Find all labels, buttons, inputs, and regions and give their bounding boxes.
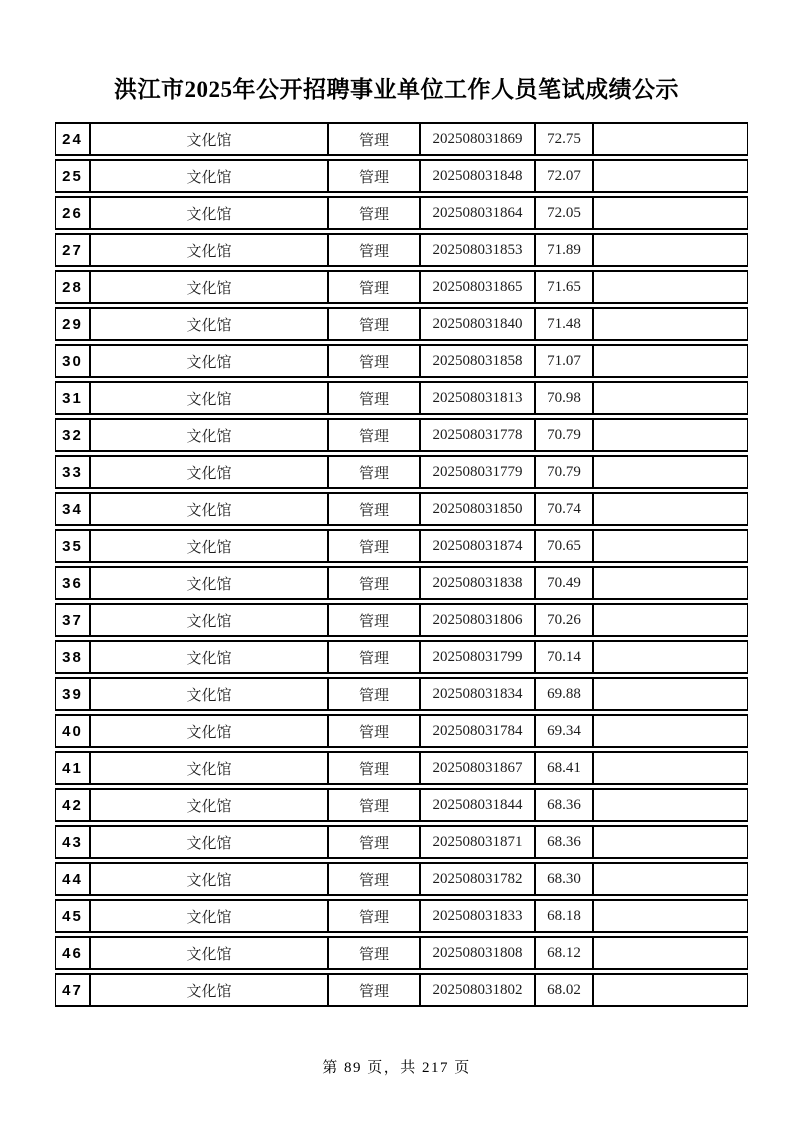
row-number-cell: 24 [55,122,90,156]
exam-number-cell: 202508031871 [420,825,535,859]
unit-cell: 文化馆 [90,196,328,230]
exam-number-cell: 202508031858 [420,344,535,378]
exam-number-cell: 202508031778 [420,418,535,452]
unit-cell: 文化馆 [90,936,328,970]
row-number-cell: 46 [55,936,90,970]
unit-cell: 文化馆 [90,825,328,859]
score-cell: 68.36 [535,788,593,822]
score-cell: 70.14 [535,640,593,674]
row-number-cell: 44 [55,862,90,896]
note-cell [593,344,748,378]
unit-cell: 文化馆 [90,492,328,526]
row-number-cell: 36 [55,566,90,600]
category-cell: 管理 [328,122,420,156]
score-cell: 68.02 [535,973,593,1007]
note-cell [593,529,748,563]
table-row [55,455,748,489]
table-row [55,566,748,600]
score-cell: 71.89 [535,233,593,267]
table-row [55,973,748,1007]
row-number-cell: 30 [55,344,90,378]
note-cell [593,307,748,341]
score-cell: 69.34 [535,714,593,748]
exam-number-cell: 202508031833 [420,899,535,933]
row-number-cell: 26 [55,196,90,230]
row-number-cell: 45 [55,899,90,933]
exam-number-cell: 202508031799 [420,640,535,674]
score-cell: 69.88 [535,677,593,711]
category-cell: 管理 [328,788,420,822]
row-number-cell: 40 [55,714,90,748]
exam-number-cell: 202508031802 [420,973,535,1007]
table-row [55,751,748,785]
score-cell: 70.49 [535,566,593,600]
row-number-cell: 38 [55,640,90,674]
table-row [55,862,748,896]
row-number-cell: 29 [55,307,90,341]
row-number-cell: 32 [55,418,90,452]
category-cell: 管理 [328,492,420,526]
row-number-cell: 25 [55,159,90,193]
note-cell [593,196,748,230]
score-cell: 68.12 [535,936,593,970]
unit-cell: 文化馆 [90,973,328,1007]
page-number-footer: 第 89 页，共 217 页 [322,1060,471,1076]
exam-number-cell: 202508031848 [420,159,535,193]
table-row [55,529,748,563]
note-cell [593,751,748,785]
category-cell: 管理 [328,899,420,933]
unit-cell: 文化馆 [90,529,328,563]
category-cell: 管理 [328,640,420,674]
table-row [55,640,748,674]
category-cell: 管理 [328,973,420,1007]
score-cell: 70.79 [535,455,593,489]
category-cell: 管理 [328,566,420,600]
note-cell [593,825,748,859]
exam-number-cell: 202508031865 [420,270,535,304]
score-cell: 70.74 [535,492,593,526]
unit-cell: 文化馆 [90,418,328,452]
row-number-cell: 27 [55,233,90,267]
table-row [55,196,748,230]
score-cell: 72.07 [535,159,593,193]
score-table-body [55,122,748,1007]
row-number-cell: 37 [55,603,90,637]
exam-number-cell: 202508031864 [420,196,535,230]
category-cell: 管理 [328,862,420,896]
unit-cell: 文化馆 [90,455,328,489]
unit-cell: 文化馆 [90,307,328,341]
table-row [55,233,748,267]
table-row [55,788,748,822]
table-row [55,825,748,859]
score-cell: 71.48 [535,307,593,341]
note-cell [593,270,748,304]
note-cell [593,640,748,674]
table-row [55,307,748,341]
unit-cell: 文化馆 [90,233,328,267]
unit-cell: 文化馆 [90,677,328,711]
note-cell [593,492,748,526]
category-cell: 管理 [328,529,420,563]
unit-cell: 文化馆 [90,788,328,822]
category-cell: 管理 [328,936,420,970]
table-row [55,936,748,970]
exam-number-cell: 202508031869 [420,122,535,156]
exam-number-cell: 202508031853 [420,233,535,267]
score-cell: 70.98 [535,381,593,415]
table-row [55,492,748,526]
unit-cell: 文化馆 [90,862,328,896]
table-row [55,159,748,193]
note-cell [593,788,748,822]
table-row [55,344,748,378]
exam-number-cell: 202508031784 [420,714,535,748]
exam-number-cell: 202508031867 [420,751,535,785]
row-number-cell: 43 [55,825,90,859]
category-cell: 管理 [328,751,420,785]
note-cell [593,233,748,267]
unit-cell: 文化馆 [90,751,328,785]
category-cell: 管理 [328,344,420,378]
note-cell [593,455,748,489]
row-number-cell: 33 [55,455,90,489]
exam-number-cell: 202508031782 [420,862,535,896]
score-cell: 68.18 [535,899,593,933]
note-cell [593,936,748,970]
exam-number-cell: 202508031844 [420,788,535,822]
exam-number-cell: 202508031838 [420,566,535,600]
exam-number-cell: 202508031850 [420,492,535,526]
note-cell [593,381,748,415]
category-cell: 管理 [328,418,420,452]
exam-number-cell: 202508031874 [420,529,535,563]
table-row [55,677,748,711]
category-cell: 管理 [328,381,420,415]
unit-cell: 文化馆 [90,122,328,156]
row-number-cell: 39 [55,677,90,711]
table-row [55,603,748,637]
score-cell: 68.30 [535,862,593,896]
unit-cell: 文化馆 [90,714,328,748]
category-cell: 管理 [328,603,420,637]
unit-cell: 文化馆 [90,566,328,600]
score-cell: 71.07 [535,344,593,378]
score-table [55,119,748,1010]
table-row [55,270,748,304]
unit-cell: 文化馆 [90,381,328,415]
note-cell [593,566,748,600]
exam-number-cell: 202508031813 [420,381,535,415]
exam-number-cell: 202508031840 [420,307,535,341]
score-cell: 72.05 [535,196,593,230]
category-cell: 管理 [328,825,420,859]
row-number-cell: 42 [55,788,90,822]
exam-number-cell: 202508031834 [420,677,535,711]
unit-cell: 文化馆 [90,270,328,304]
row-number-cell: 28 [55,270,90,304]
row-number-cell: 34 [55,492,90,526]
score-cell: 70.26 [535,603,593,637]
unit-cell: 文化馆 [90,899,328,933]
note-cell [593,122,748,156]
exam-number-cell: 202508031779 [420,455,535,489]
score-cell: 70.79 [535,418,593,452]
row-number-cell: 47 [55,973,90,1007]
category-cell: 管理 [328,677,420,711]
exam-number-cell: 202508031808 [420,936,535,970]
category-cell: 管理 [328,233,420,267]
score-cell: 70.65 [535,529,593,563]
note-cell [593,418,748,452]
exam-number-cell: 202508031806 [420,603,535,637]
row-number-cell: 35 [55,529,90,563]
row-number-cell: 31 [55,381,90,415]
page-title: 洪江市2025年公开招聘事业单位工作人员笔试成绩公示 [114,77,679,102]
table-row [55,418,748,452]
table-row [55,381,748,415]
row-number-cell: 41 [55,751,90,785]
score-cell: 68.41 [535,751,593,785]
unit-cell: 文化馆 [90,603,328,637]
category-cell: 管理 [328,455,420,489]
note-cell [593,603,748,637]
note-cell [593,714,748,748]
unit-cell: 文化馆 [90,640,328,674]
unit-cell: 文化馆 [90,159,328,193]
note-cell [593,159,748,193]
score-cell: 71.65 [535,270,593,304]
table-row [55,714,748,748]
category-cell: 管理 [328,714,420,748]
category-cell: 管理 [328,196,420,230]
note-cell [593,899,748,933]
note-cell [593,862,748,896]
score-cell: 72.75 [535,122,593,156]
category-cell: 管理 [328,159,420,193]
note-cell [593,973,748,1007]
category-cell: 管理 [328,307,420,341]
category-cell: 管理 [328,270,420,304]
unit-cell: 文化馆 [90,344,328,378]
table-row [55,899,748,933]
table-row [55,122,748,156]
note-cell [593,677,748,711]
score-cell: 68.36 [535,825,593,859]
